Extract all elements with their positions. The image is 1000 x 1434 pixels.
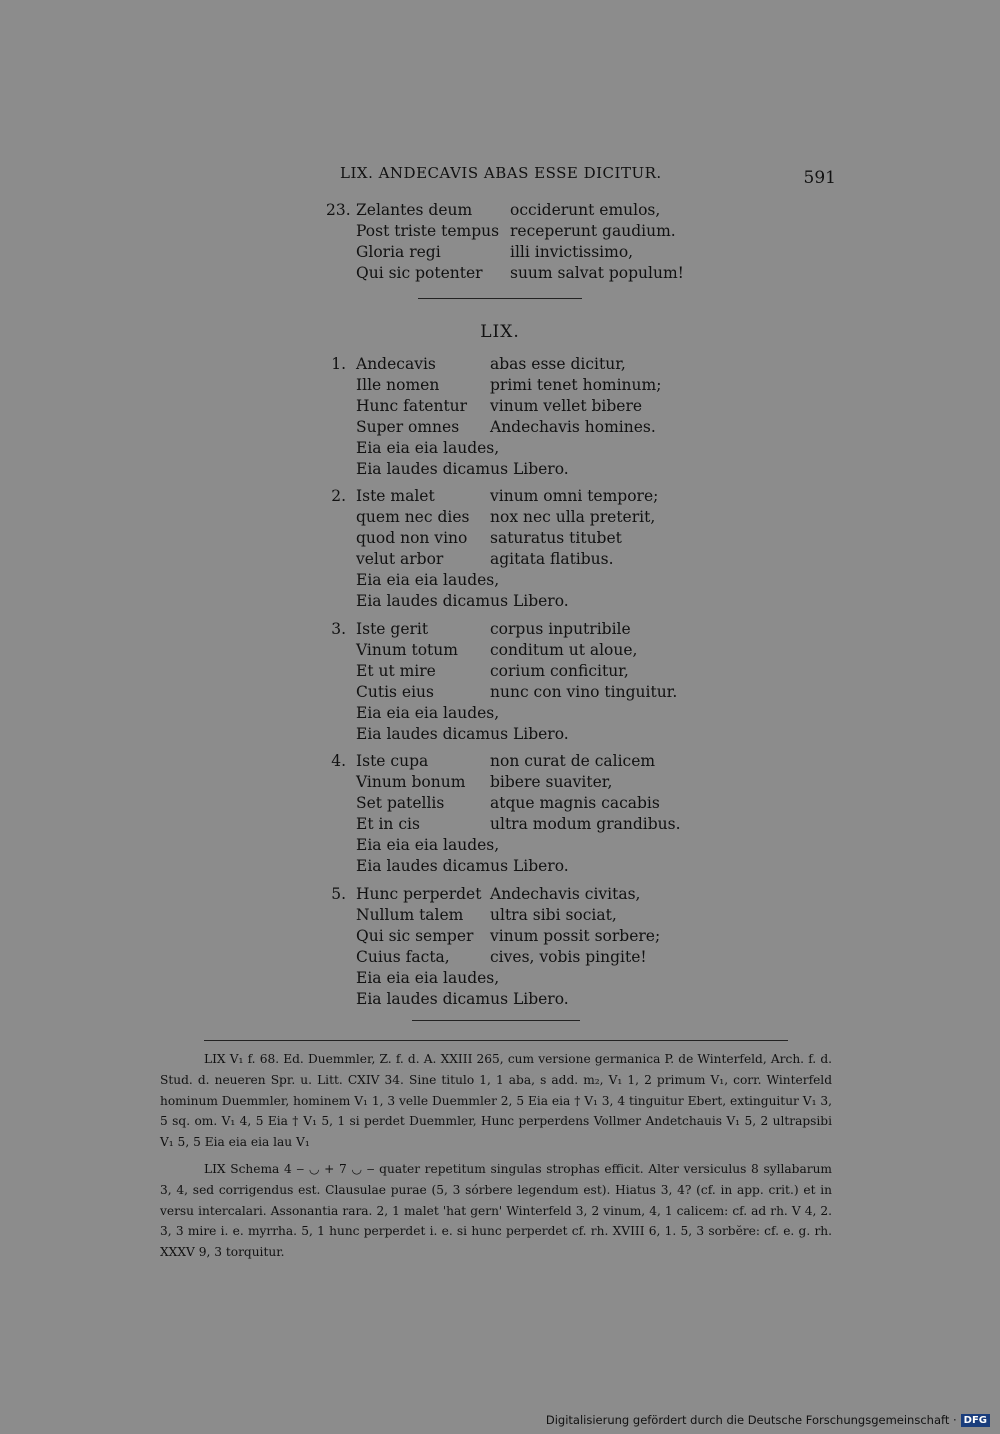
verse-second-half: nunc con vino tinguitur. (490, 683, 678, 701)
critical-apparatus: LIX V₁ f. 68. Ed. Duemmler, Z. f. d. A. XXIII 265, cum versione germanica P. de Winterfeld, Arch. f. d. Stud. d. neueren Spr. u. Litt. CXIV 34. Sine titulo 1, 1 aba, s add. m₂, V₁ 1, 2 primum V₁, corr. Winterfeld hominum Duemmler, hominem V₁ 1, 3 velle Duemmler 2, 5 Eia eia † V₁ 3, 4 tinguitur Ebert, extinguitur V₁ 3, 5 sq. om. V₁ 4, 5 Eia † V₁ 5, 1 si perdet Duemmler, Hunc perperdens Vollmer Andetchauis V₁ 5, 2 ultrapsibi V₁ 5, 5 Eia eia eia lau V₁ (160, 1052, 832, 1150)
refrain-text: Eia eia eia laudes, (356, 571, 500, 589)
stanza-number: 1. (331, 355, 346, 373)
verse-first-half: Andecavis (356, 355, 436, 373)
refrain-text: Eia laudes dicamus Libero. (356, 857, 569, 875)
verse-first-half: Iste cupa (356, 752, 429, 770)
verse-second-half: vinum possit sorbere; (490, 927, 661, 945)
verse-first-half: Cutis eius (356, 683, 434, 701)
verse-second-half: vinum vellet bibere (490, 397, 643, 415)
refrain-text: Eia eia eia laudes, (356, 439, 500, 457)
refrain-text: Eia eia eia laudes, (356, 836, 500, 854)
refrain-text: Eia laudes dicamus Libero. (356, 460, 569, 478)
verse-first-half: Super omnes (356, 418, 460, 436)
verse-first-half: Iste malet (356, 487, 435, 505)
dfg-logo: DFG (961, 1414, 990, 1427)
verse-second-half: nox nec ulla preterit, (490, 508, 656, 526)
verse-second-half: atque magnis cacabis (490, 794, 660, 812)
verse-first-half: Hunc fatentur (356, 397, 468, 415)
verse-second-half: abas esse dicitur, (490, 355, 626, 373)
refrain-text: Eia laudes dicamus Libero. (356, 990, 569, 1008)
verse-second-half: ultra sibi sociat, (490, 906, 617, 924)
refrain-text: Eia laudes dicamus Libero. (356, 725, 569, 743)
verse-first-half: quem nec dies (356, 508, 470, 526)
verse-second-half: vinum omni tempore; (490, 487, 659, 505)
verse-second-half: conditum ut aloue, (490, 641, 638, 659)
refrain-text: Eia eia eia laudes, (356, 969, 500, 987)
verse-second-half: Andechavis civitas, (490, 885, 641, 903)
stanza-number: 5. (331, 885, 346, 903)
verse-first-half: velut arbor (356, 550, 444, 568)
stanza-number: 4. (331, 752, 346, 770)
running-title: LIX. ANDECAVIS ABAS ESSE DICITUR. (340, 164, 662, 182)
verse-second-half: receperunt gaudium. (510, 222, 676, 240)
footnote-rule (204, 1040, 788, 1041)
commentary: LIX Schema 4 ‒ ◡ + 7 ◡ ‒ quater repetitum singulas strophas efficit. Alter versiculus 8 syllabarum 3, 4, sed corrigendus est. Clausulae purae (5, 3 sórbere legendum est). Hiatus 3, 4? (cf. in app. crit.) et in versu intercalari. Assonantia rara. 2, 1 malet 'hat gern' Winterfeld 3, 2 vinum, 4, 1 calicem: cf. ad rh. V 4, 2. 3, 3 mire i. e. myrrha. 5, 1 hunc perperdet i. e. si hunc perperdet cf. rh. XVIII 6, 1. 5, 3 sorbĕre: cf. e. g. rh. XXXV 9, 3 torquitur. (160, 1161, 832, 1260)
verse-second-half: primi tenet hominum; (490, 376, 662, 394)
verse-second-half: illi invictissimo, (510, 243, 634, 261)
verse-first-half: Nullum talem (356, 906, 464, 924)
verse-first-half: Cuius facta, (356, 948, 450, 966)
footnotes (160, 1049, 832, 1263)
verse-first-half: Ille nomen (356, 376, 440, 394)
poem-end-divider (412, 1020, 580, 1021)
page-header (340, 164, 840, 188)
verse-first-half: Iste gerit (356, 620, 429, 638)
credit-text: Digitalisierung gefördert durch die Deutsche Forschungsgemeinschaft · (545, 1413, 957, 1427)
verse-first-half: Gloria regi (356, 243, 441, 261)
stanza-number: 3. (331, 620, 346, 638)
verse-second-half: non curat de calicem (490, 752, 656, 770)
verse-second-half: corpus inputribile (490, 620, 631, 638)
verse-first-half: Zelantes deum (356, 201, 473, 219)
poem-title: LIX. (480, 322, 520, 342)
page-number: 591 (803, 168, 836, 188)
verse-first-half: quod non vino (356, 529, 468, 547)
verse-second-half: saturatus titubet (490, 529, 622, 547)
refrain-text: Eia eia eia laudes, (356, 704, 500, 722)
digitization-credit (546, 1413, 990, 1427)
verse-second-half: cives, vobis pingite! (490, 948, 647, 966)
stanza-number: 23. (326, 201, 351, 219)
section-divider (418, 298, 582, 299)
verse-second-half: bibere suaviter, (490, 773, 613, 791)
verse-second-half: agitata flatibus. (490, 550, 614, 568)
refrain-text: Eia laudes dicamus Libero. (356, 592, 569, 610)
verse-first-half: Post triste tempus (356, 222, 500, 240)
stanza-number: 2. (331, 487, 346, 505)
verse-first-half: Set patellis (356, 794, 445, 812)
verse-first-half: Et ut mire (356, 662, 436, 680)
verse-second-half: Andechavis homines. (490, 418, 656, 436)
verse-first-half: Qui sic potenter (356, 264, 483, 282)
verse-first-half: Qui sic semper (356, 927, 474, 945)
verse-second-half: suum salvat populum! (510, 264, 684, 282)
verse-second-half: ultra modum grandibus. (490, 815, 681, 833)
verse-second-half: corium conficitur, (490, 662, 629, 680)
verse-first-half: Vinum bonum (356, 773, 466, 791)
verse-first-half: Vinum totum (356, 641, 458, 659)
verse-second-half: occiderunt emulos, (510, 201, 661, 219)
verse-first-half: Hunc perperdet (356, 885, 482, 903)
verse-first-half: Et in cis (356, 815, 420, 833)
